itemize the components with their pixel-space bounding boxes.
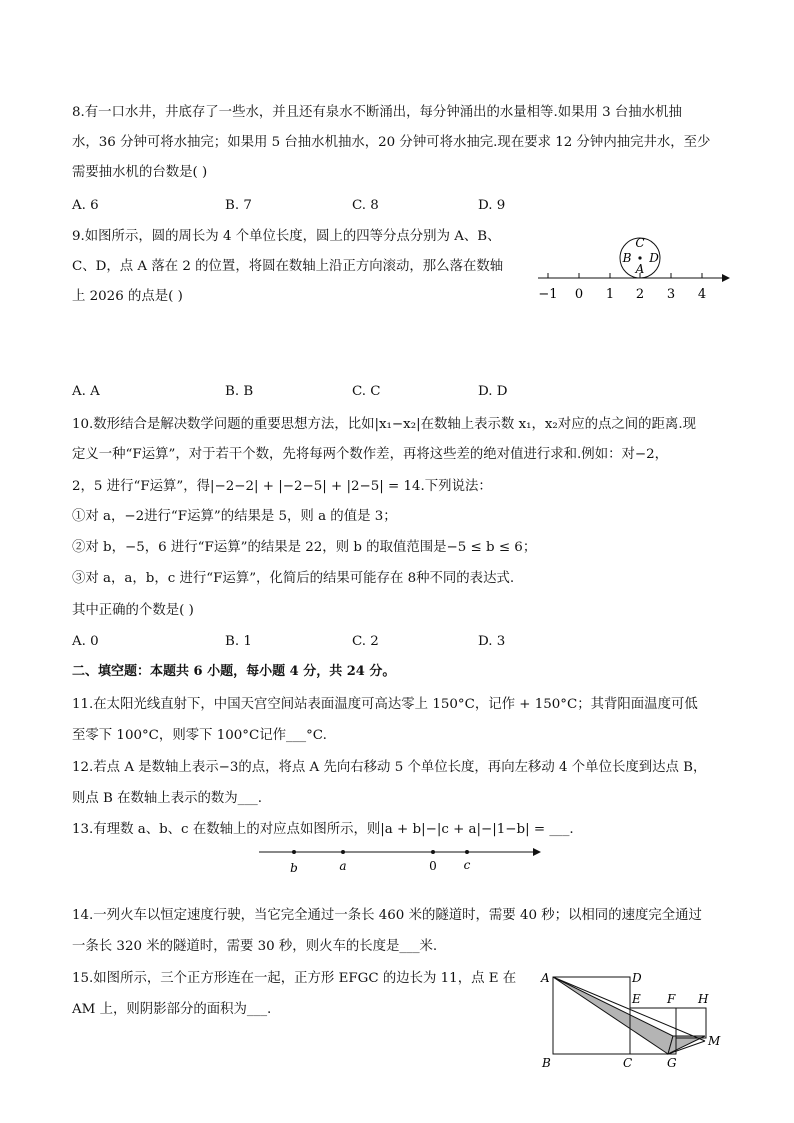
axis-arrow-icon xyxy=(533,848,541,856)
q9-option-a: A. A xyxy=(72,384,100,399)
q10-line-4: 其中正确的个数是( ) xyxy=(72,603,194,618)
q9-number-line-figure xyxy=(532,226,732,306)
point-label-b: B xyxy=(622,251,632,265)
q9-option-d: D. D xyxy=(478,384,508,399)
tick-label: 4 xyxy=(697,287,707,302)
label-f: F xyxy=(667,992,676,1006)
point-c-dot xyxy=(465,850,469,854)
point-label-d: D xyxy=(649,251,659,265)
q11-line-1: 11.在太阳光线直射下，中国天宫空间站表面温度可高达零上 150°C，记作 + 150°C；其背阳面温度可低 xyxy=(72,697,698,712)
point-label-a: a xyxy=(339,859,347,873)
circle-center-dot xyxy=(638,256,641,259)
label-d: D xyxy=(632,971,642,985)
tick-label: −1 xyxy=(538,287,558,302)
q8-option-a: A. 6 xyxy=(72,198,99,213)
q9-line-2: C、D，点 A 落在 2 的位置，将圆在数轴上沿正方向滚动，那么落在数轴 xyxy=(72,259,504,274)
axis-arrow-icon xyxy=(722,274,730,282)
q14-line-2: 一条长 320 米的隧道时，需要 30 秒，则火车的长度是___米. xyxy=(72,939,438,954)
shaded-region xyxy=(553,977,673,1054)
q10-option-b: B. 1 xyxy=(225,634,252,649)
square-fhm xyxy=(676,1008,706,1038)
q10-line-2: 定义一种“F运算”，对于若干个数，先将每两个数作差，再将这些差的绝对值进行求和.例如：对−2， xyxy=(72,447,668,462)
origin-label: 0 xyxy=(429,859,437,873)
origin-dot xyxy=(431,850,435,854)
q10-option-d: D. 3 xyxy=(478,634,506,649)
q12-line-2: 则点 B 在数轴上表示的数为___. xyxy=(72,791,262,806)
q9-line-3: 上 2026 的点是( ) xyxy=(72,289,183,304)
q15-squares-figure xyxy=(533,965,728,1075)
label-b: B xyxy=(542,1056,551,1070)
q9-option-b: B. B xyxy=(225,384,254,399)
tick-label: 2 xyxy=(635,287,645,302)
label-e: E xyxy=(632,992,641,1006)
q8-line-1: 8.有一口水井，井底存了一些水，并且还有泉水不断涌出，每分钟涌出的水量相等.如果用 3 台抽水机抽 xyxy=(72,105,682,120)
q8-option-d: D. 9 xyxy=(478,198,506,213)
q10-option-a: A. 0 xyxy=(72,634,99,649)
q10-option-c: C. 2 xyxy=(352,634,379,649)
label-a: A xyxy=(541,971,550,985)
q8-line-2: 水，36 分钟可将水抽完；如果用 5 台抽水机抽水，20 分钟可将水抽完.现在要求 12 分钟内抽完井水，至少 xyxy=(72,135,711,150)
tick-label: 1 xyxy=(605,287,615,302)
q11-line-2: 至零下 100°C，则零下 100°C记作___°C. xyxy=(72,728,327,743)
label-h: H xyxy=(698,992,709,1006)
q13-line-1: 13.有理数 a、b、c 在数轴上的对应点如图所示，则|a + b|−|c + a|−|1−b| = ___. xyxy=(72,822,574,837)
line-am xyxy=(553,977,705,1041)
q12-line-1: 12.若点 A 是数轴上表示−3的点，将点 A 先向右移动 5 个单位长度，再向左移动 4 个单位长度到达点 B， xyxy=(72,760,707,775)
point-label-c: c xyxy=(463,858,471,872)
label-g: G xyxy=(667,1056,677,1070)
point-label-b: b xyxy=(290,861,298,875)
label-c: C xyxy=(623,1056,633,1070)
q10-statement-2: ②对 b，−5，6 进行“F运算”的结果是 22，则 b 的取值范围是−5 ≤ b ≤ 6； xyxy=(72,540,537,555)
label-m: M xyxy=(708,1034,721,1048)
q15-line-2: AM 上，则阴影部分的面积为___. xyxy=(72,1002,272,1017)
q10-line-1: 10.数形结合是解决数学问题的重要思想方法，比如|x₁−x₂|在数轴上表示数 x₁，x₂对应的点之间的距离.现 xyxy=(72,417,696,432)
q9-line-1: 9.如图所示，圆的周长为 4 个单位长度，圆上的四等分点分别为 A、B、 xyxy=(72,229,501,244)
q10-line-3: 2，5 进行“F运算”，得|−2−2| + |−2−5| + |2−5| = 14.下列说法： xyxy=(72,479,492,494)
section-heading: 二、填空题：本题共 6 小题，每小题 4 分，共 24 分。 xyxy=(72,664,396,679)
q10-statement-3: ③对 a，a，b，c 进行“F运算”，化简后的结果可能存在 8种不同的表达式. xyxy=(72,571,515,586)
point-b-dot xyxy=(292,850,296,854)
q8-option-b: B. 7 xyxy=(225,198,252,213)
q14-line-1: 14.一列火车以恒定速度行驶，当它完全通过一条长 460 米的隧道时，需要 40 秒；以相同的速度完全通过 xyxy=(72,908,702,923)
q8-line-3: 需要抽水机的台数是( ) xyxy=(72,165,208,180)
point-a-dot xyxy=(341,850,345,854)
q13-number-line-figure xyxy=(255,842,545,878)
q10-statement-1: ①对 a，−2进行“F运算”的结果是 5，则 a 的值是 3； xyxy=(72,509,397,524)
q8-option-c: C. 8 xyxy=(352,198,379,213)
tick-label: 3 xyxy=(666,287,676,302)
point-label-c: C xyxy=(635,236,645,250)
q9-option-c: C. C xyxy=(352,384,381,399)
q15-line-1: 15.如图所示，三个正方形连在一起，正方形 EFGC 的边长为 11，点 E 在 xyxy=(72,971,517,986)
point-label-a: A xyxy=(635,262,645,276)
tick-label: 0 xyxy=(574,287,584,302)
